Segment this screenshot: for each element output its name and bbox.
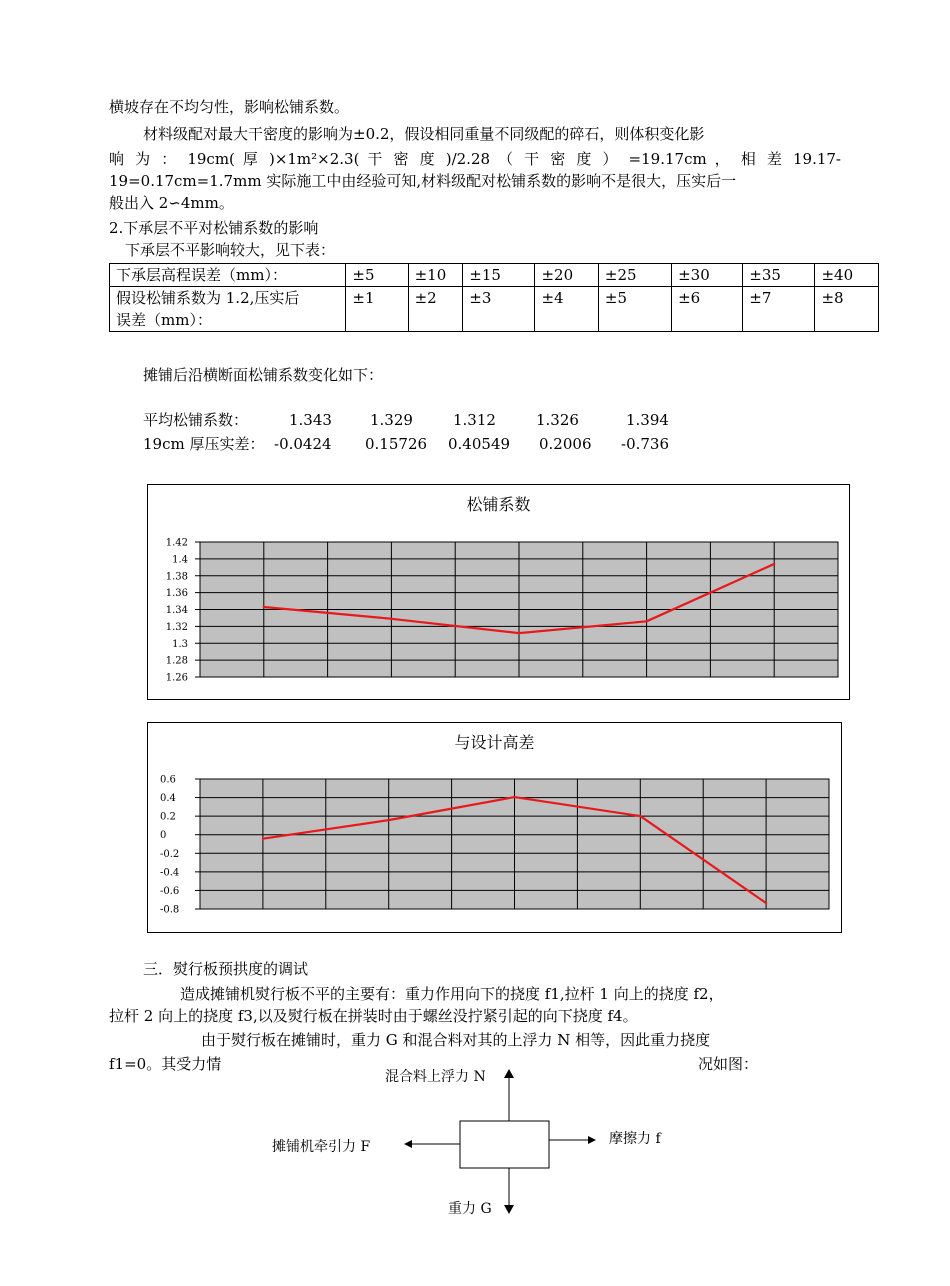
- diff-value: 0.15726: [365, 435, 428, 453]
- y-tick-label: 1.32: [165, 621, 188, 633]
- table-cell: ±15: [463, 264, 535, 287]
- chart-svg: [148, 485, 849, 699]
- y-tick-label: 1.34: [165, 605, 188, 616]
- data-point: [263, 606, 265, 608]
- table-cell-label: 下承层高程误差（mm）：: [110, 264, 346, 287]
- arrow-right-icon: [588, 1136, 596, 1144]
- paragraph-line: 19=0.17cm=1.7mm 实际施工中由经验可知,材料级配对松铺系数的影响不是很大，压实后一: [109, 172, 737, 190]
- chart-loose-coefficient: [147, 484, 850, 700]
- y-tick-label: 0.2: [160, 811, 176, 823]
- chart-svg: [148, 723, 841, 932]
- label-buoyancy: 混合料上浮力 N: [385, 1069, 486, 1085]
- data-point: [773, 563, 775, 565]
- chart-design-difference: [147, 722, 842, 933]
- y-tick-label: -0.6: [160, 885, 180, 897]
- table-cell: ±5: [346, 264, 408, 287]
- paragraph-line: f1=0。其受力情: [109, 1055, 222, 1073]
- table-cell: ±6: [672, 287, 743, 332]
- paragraph-line: 况如图：: [698, 1055, 759, 1073]
- y-tick-label: 1.42: [165, 537, 188, 549]
- table-cell: ±3: [463, 287, 535, 332]
- data-point: [639, 815, 641, 817]
- data-point: [390, 618, 392, 620]
- chart-title: 松铺系数: [466, 495, 531, 514]
- y-tick-label: 1.36: [165, 588, 188, 600]
- table-cell: ±1: [346, 287, 408, 332]
- paragraph-line: 摊铺后沿横断面松铺系数变化如下：: [143, 366, 384, 384]
- avg-value: 1.343: [289, 411, 332, 429]
- paragraph-line: 材料级配对最大干密度的影响为±0.2，假设相同重量不同级配的碎石，则体积变化影: [143, 125, 705, 143]
- table-cell: ±10: [408, 264, 463, 287]
- table-cell: ±40: [815, 264, 879, 287]
- force-diagram: [0, 1060, 950, 1286]
- y-tick-label: 0: [160, 830, 167, 842]
- table-row: [110, 264, 879, 287]
- table-cell: ±8: [815, 287, 879, 332]
- y-tick-label: 1.38: [165, 571, 188, 583]
- data-point: [388, 819, 390, 821]
- label-traction: 摊铺机牵引力 F: [272, 1139, 371, 1155]
- avg-value: 1.329: [370, 411, 413, 429]
- avg-value: 1.326: [536, 411, 579, 429]
- arrow-up-icon: [504, 1069, 514, 1078]
- y-tick-label: -0.8: [160, 904, 180, 916]
- section-heading: 三．熨行板预拱度的调试: [143, 960, 309, 978]
- table-cell-label: [110, 287, 346, 332]
- table-label-line: 误差（mm）：: [116, 311, 212, 329]
- data-point: [765, 902, 767, 904]
- diff-value: 0.40549: [448, 435, 511, 453]
- force-diagram-svg: [0, 1060, 950, 1286]
- diff-value: -0.0424: [274, 435, 332, 453]
- paragraph-line: 由于熨行板在摊铺时，重力 G 和混合料对其的上浮力 N 相等，因此重力挠度: [201, 1031, 711, 1049]
- avg-value: 1.394: [626, 411, 669, 429]
- data-point: [262, 837, 264, 839]
- table-cell: ±20: [535, 264, 598, 287]
- diff-value: -0.736: [621, 435, 670, 453]
- error-table: [109, 263, 879, 332]
- table-cell: ±4: [535, 287, 598, 332]
- table-row: [110, 287, 879, 332]
- section-heading: 2.下承层不平对松铺系数的影响: [109, 219, 319, 237]
- label-friction: 摩擦力 f: [609, 1131, 661, 1147]
- label-gravity: 重力 G: [448, 1201, 492, 1217]
- table-cell: ±35: [743, 264, 815, 287]
- y-tick-label: 1.3: [172, 638, 188, 650]
- diff-label: 19cm 厚压实差：: [143, 435, 265, 453]
- y-tick-label: 1.4: [172, 554, 188, 566]
- table-cell: ±30: [672, 264, 743, 287]
- screed-box: [460, 1121, 549, 1168]
- paragraph-line: 般出入 2∽4mm。: [109, 194, 234, 212]
- diff-value: 0.2006: [539, 435, 592, 453]
- table-cell: ±25: [598, 264, 671, 287]
- table-label-line: 假设松铺系数为 1.2,压实后: [116, 289, 300, 307]
- arrow-down-icon: [504, 1205, 514, 1214]
- y-tick-label: 1.26: [165, 672, 188, 684]
- avg-label: 平均松铺系数：: [143, 411, 249, 429]
- table-cell: ±5: [598, 287, 671, 332]
- data-point: [513, 796, 515, 798]
- table-cell: ±7: [743, 287, 815, 332]
- data-point: [645, 620, 647, 622]
- paragraph-line: 造成摊铺机熨行板不平的主要有：重力作用向下的挠度 f1,拉杆 1 向上的挠度 f2，: [180, 985, 724, 1003]
- y-tick-label: 0.4: [160, 793, 176, 805]
- arrow-left-icon: [404, 1140, 412, 1148]
- paragraph-line: 响 为 ： 19cm( 厚 )×1m²×2.3( 干 密 度 )/2.28 （ 干 密 度 ） =19.17cm ， 相 差 19.17-: [109, 150, 841, 168]
- paragraph-line: 下承层不平影响较大，见下表：: [125, 241, 336, 259]
- paragraph-line: 拉杆 2 向上的挠度 f3,以及熨行板在拼装时由于螺丝没拧紧引起的向下挠度 f4。: [109, 1007, 638, 1025]
- y-tick-label: -0.4: [160, 867, 180, 879]
- table-cell: ±2: [408, 287, 463, 332]
- data-point: [518, 632, 520, 634]
- avg-value: 1.312: [453, 411, 496, 429]
- chart-title: 与设计高差: [454, 733, 535, 752]
- y-tick-label: 0.6: [160, 774, 176, 786]
- y-tick-label: -0.2: [160, 848, 180, 860]
- y-tick-label: 1.28: [165, 655, 188, 667]
- paragraph-line: 横坡存在不均匀性，影响松铺系数。: [109, 98, 350, 116]
